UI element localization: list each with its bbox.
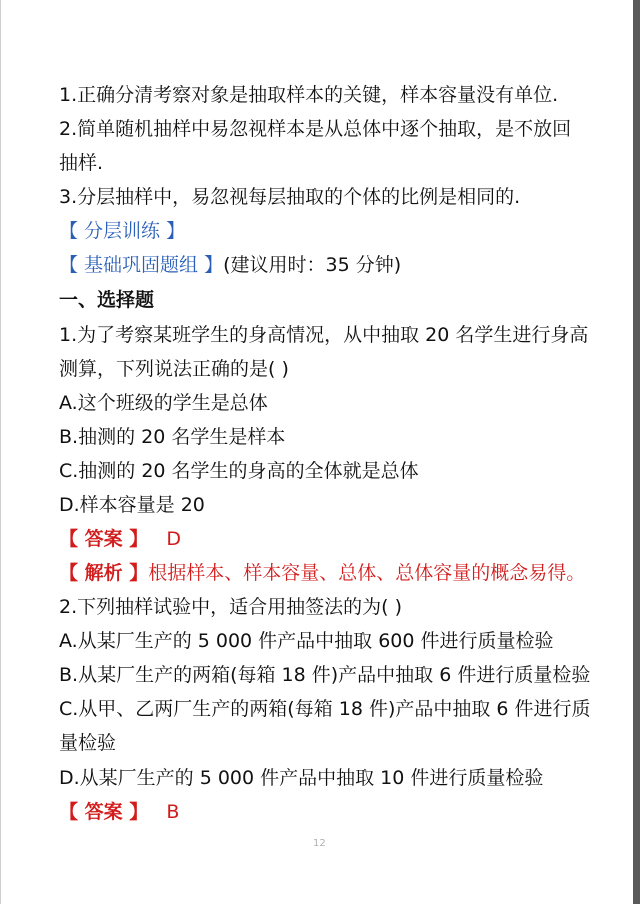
- answer-label: 【 答案 】: [59, 801, 149, 823]
- answer-value: D: [166, 528, 181, 550]
- watermark: 头条 @数学教育: [504, 875, 607, 891]
- q1-option-d: D.样本容量是 20: [59, 494, 205, 516]
- note-line: 2.简单随机抽样中易忽视样本是从总体中逐个抽取，是不放回: [59, 118, 572, 140]
- basic-group-label: 【 基础巩固题组 】: [59, 254, 224, 276]
- basic-group-heading: [59, 253, 401, 277]
- q2-option-d: D.从某厂生产的 5 000 件产品中抽取 10 件进行质量检验: [59, 767, 544, 789]
- q1-stem: 1.为了考察某班学生的身高情况，从中抽取 20 名学生进行身高: [59, 324, 589, 346]
- page-number: 12: [313, 838, 326, 849]
- suggested-time: (建议用时：35 分钟): [223, 254, 402, 276]
- analysis-label: 【 解析 】: [59, 562, 149, 584]
- q2-option-a: A.从某厂生产的 5 000 件产品中抽取 600 件进行质量检验: [59, 630, 554, 652]
- q2-stem: 2.下列抽样试验中，适合用抽签法的为( ): [59, 596, 402, 618]
- note-line: 1.正确分清考察对象是抽取样本的关键，样本容量没有单位.: [59, 84, 559, 106]
- answer-label: 【 答案 】: [59, 528, 149, 550]
- note-line: 3.分层抽样中，易忽视每层抽取的个体的比例是相同的.: [59, 186, 521, 208]
- q1-option-b: B.抽测的 20 名学生是样本: [59, 426, 286, 448]
- q1-answer: [59, 527, 181, 551]
- q2-option-c: C.从甲、乙两厂生产的两箱(每箱 18 件)产品中抽取 6 件进行质: [59, 698, 591, 720]
- section-choice-heading: 一、选择题: [59, 289, 155, 311]
- note-line: 抽样.: [59, 152, 104, 174]
- q1-stem: 测算，下列说法正确的是( ): [59, 358, 289, 380]
- q2-option-b: B.从某厂生产的两箱(每箱 18 件)产品中抽取 6 件进行质量检验: [59, 664, 591, 686]
- section-training-heading: 【 分层训练 】: [59, 220, 186, 242]
- answer-value: B: [166, 801, 180, 823]
- q2-answer: [59, 800, 179, 824]
- q1-analysis: [59, 561, 585, 585]
- q2-option-c: 量检验: [59, 732, 117, 754]
- q1-option-a: A.这个班级的学生是总体: [59, 392, 268, 414]
- q1-option-c: C.抽测的 20 名学生的身高的全体就是总体: [59, 460, 419, 482]
- analysis-text: 根据样本、样本容量、总体、总体容量的概念易得。: [148, 562, 586, 584]
